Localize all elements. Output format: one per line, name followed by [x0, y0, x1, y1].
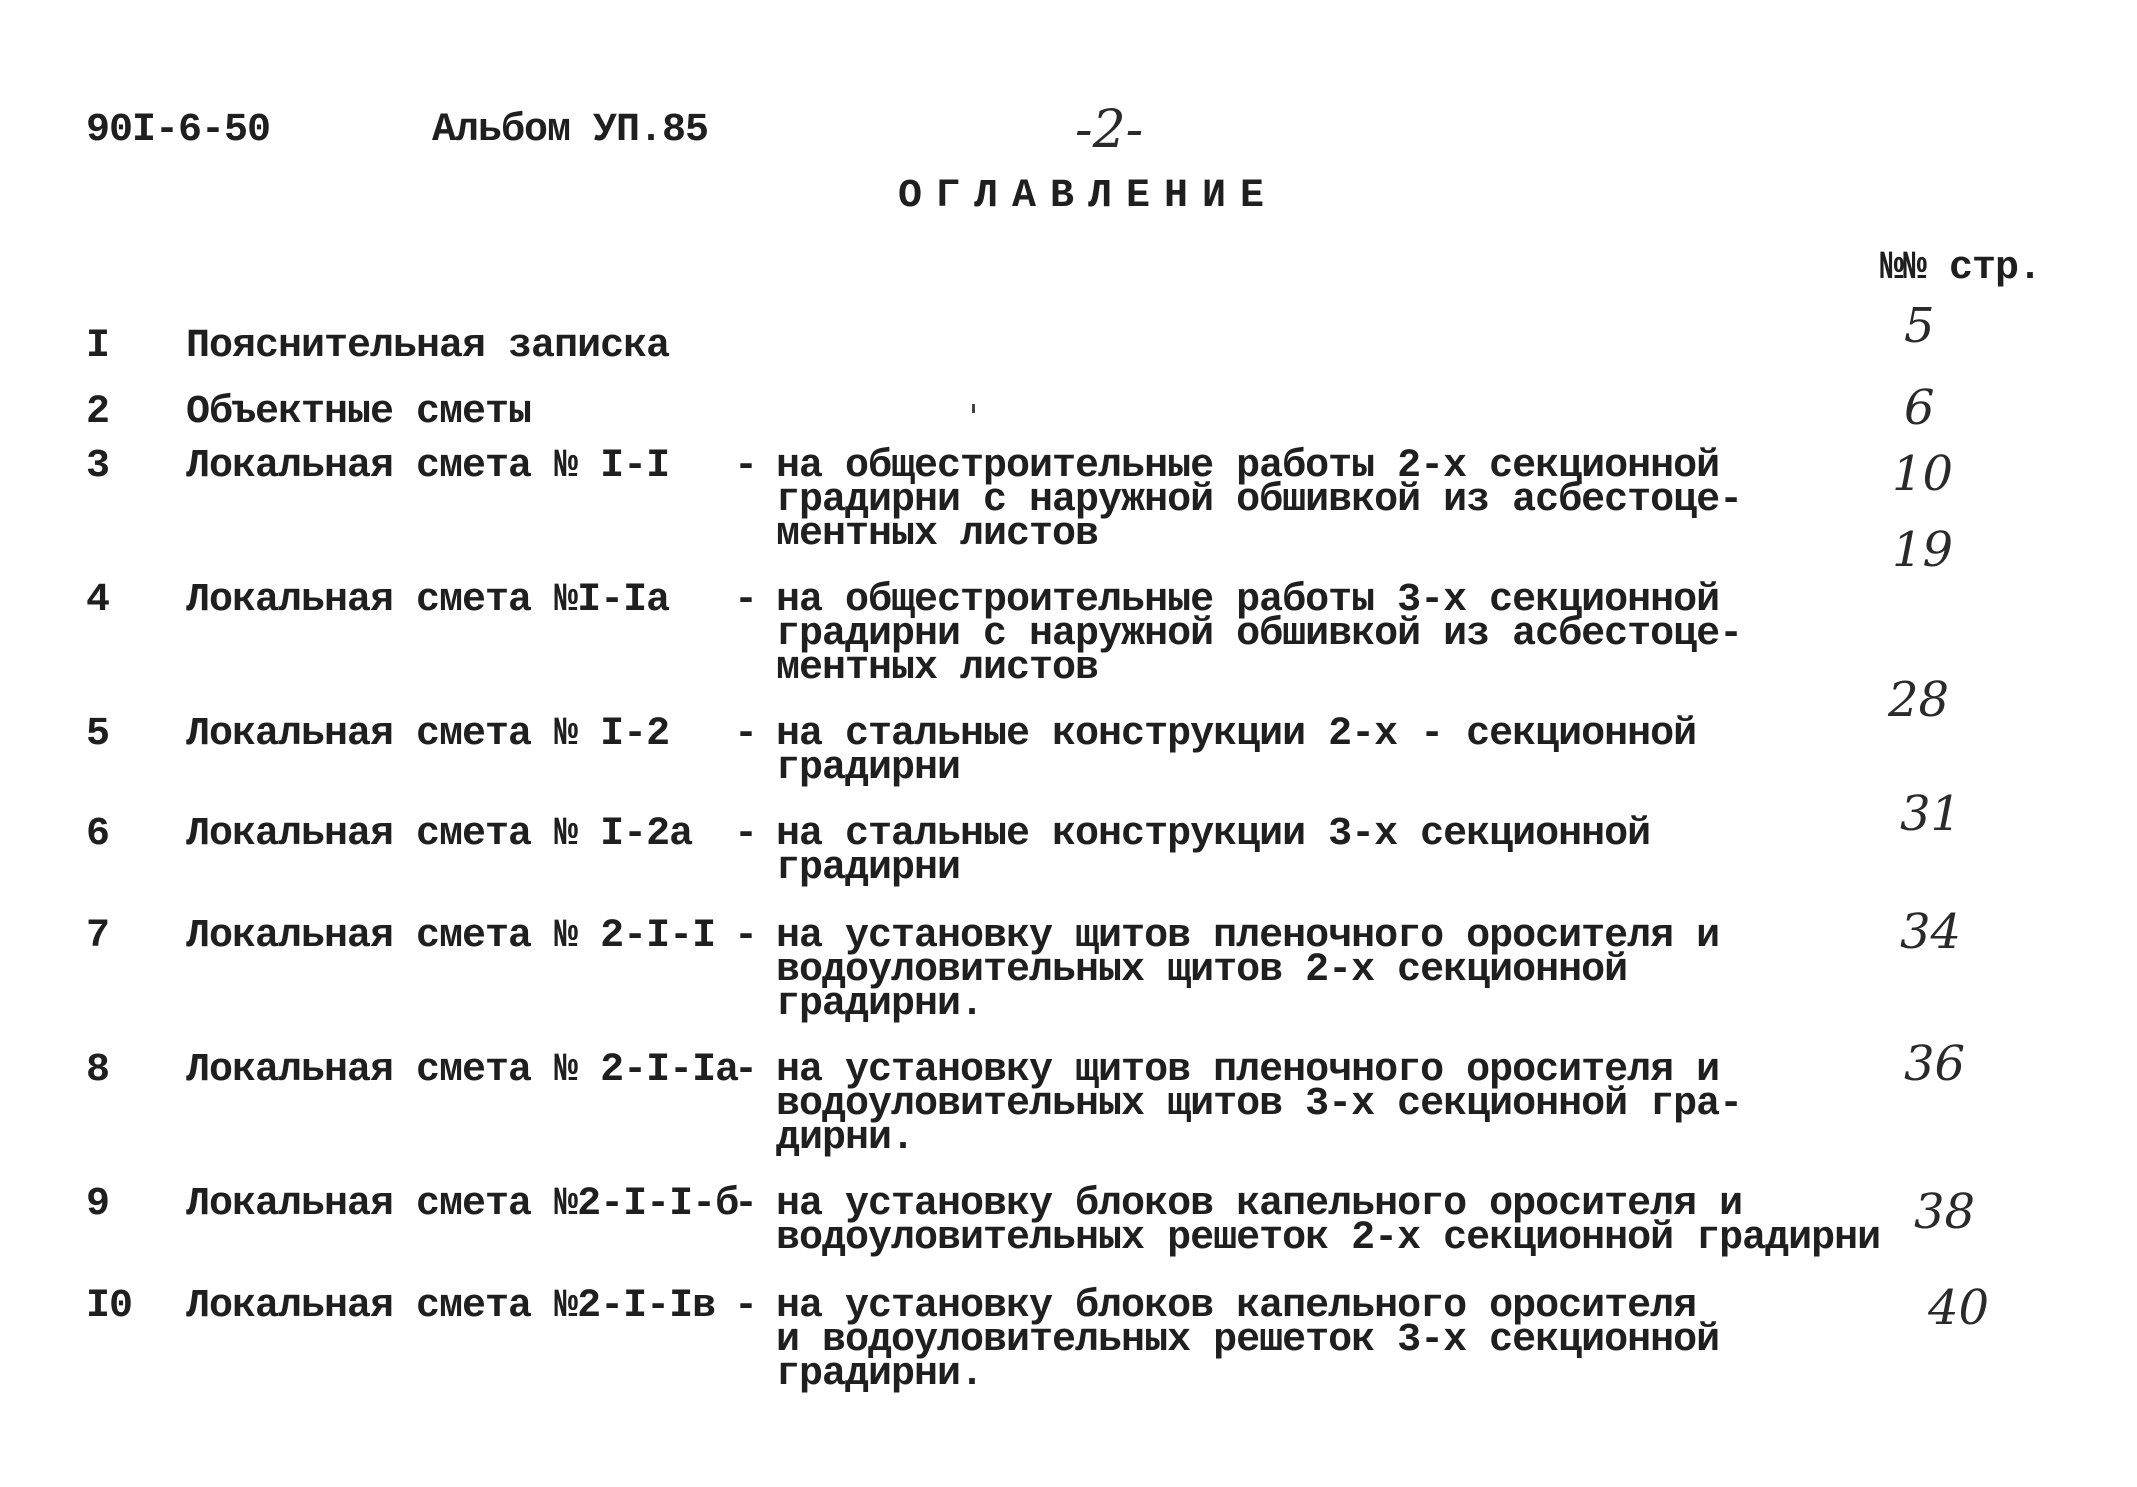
entry-number: 8	[86, 1048, 110, 1093]
document-code: 90I-6-50	[86, 108, 271, 153]
page-column-header: №№ стр.	[1880, 246, 2042, 291]
description-line: на стальные конструкции 2-х - секционной	[776, 712, 1697, 757]
entry-number: 7	[86, 914, 110, 959]
entry-number: 4	[86, 578, 110, 623]
entry-title: Объектные сметы	[186, 390, 532, 435]
entry-page: 36	[1904, 1036, 1966, 1092]
description-line: водоуловительных щитов 2-х секционной	[776, 948, 1628, 993]
entry-dash: -	[734, 1048, 758, 1093]
entry-page: 34	[1900, 904, 1962, 960]
entry-number: 2	[86, 390, 110, 435]
entry-number: 6	[86, 812, 110, 857]
entry-dash: -	[734, 444, 758, 489]
toc-title: ОГЛАВЛЕНИЕ	[898, 174, 1279, 219]
entry-page: 10	[1892, 446, 1954, 502]
entry-dash: -	[734, 914, 758, 959]
entry-title: Локальная смета № I-I	[186, 444, 670, 489]
entry-description	[776, 444, 1743, 557]
entry-description	[776, 578, 1743, 691]
page-number: -2-	[1075, 100, 1144, 160]
entry-title: Локальная смета № I-2а	[186, 812, 693, 857]
description-line: градирни	[776, 846, 961, 891]
description-line: градирни с наружной обшивкой из асбестоце-	[776, 478, 1743, 523]
entry-number: I0	[86, 1284, 133, 1329]
entry-dash: -	[734, 712, 758, 757]
entry-description	[776, 812, 1651, 891]
description-line: ментных листов	[776, 646, 1099, 691]
description-line: на установку блоков капельного оросителя и	[776, 1182, 1743, 1227]
description-line: градирни	[776, 746, 961, 791]
entry-title: Локальная смета №2-I-I-б	[186, 1182, 739, 1227]
description-line: на установку щитов пленочного оросителя и	[776, 914, 1720, 959]
description-line: дирни.	[776, 1116, 915, 1161]
entry-description	[776, 1182, 1881, 1261]
description-line: на установку щитов пленочного оросителя и	[776, 1048, 1720, 1093]
entry-number: I	[86, 324, 110, 369]
entry-title: Локальная смета №2-I-Iв	[186, 1284, 716, 1329]
entry-number: 9	[86, 1182, 110, 1227]
entry-dash: -	[734, 1284, 758, 1329]
entry-title: Локальная смета № 2-I-I	[186, 914, 716, 959]
entry-page: 5	[1904, 298, 1935, 354]
entry-dash: -	[734, 812, 758, 857]
description-line: градирни с наружной обшивкой из асбестоце-	[776, 612, 1743, 657]
description-line: градирни.	[776, 982, 984, 1027]
entry-dash: -	[734, 1182, 758, 1227]
entry-dash: -	[734, 578, 758, 623]
entry-number: 5	[86, 712, 110, 757]
entry-description	[776, 914, 1720, 1027]
entry-page: 31	[1900, 786, 1962, 842]
description-line: водоуловительных решеток 2-х секционной градирни	[776, 1216, 1881, 1261]
description-line: на стальные конструкции 3-х секционной	[776, 812, 1651, 857]
description-line: водоуловительных щитов 3-х секционной гра-	[776, 1082, 1743, 1127]
entry-page: 19	[1892, 522, 1954, 578]
entry-title: Локальная смета №I-Iа	[186, 578, 670, 623]
description-line: на установку блоков капельного оросителя	[776, 1284, 1697, 1329]
entry-page: 40	[1928, 1280, 1990, 1336]
description-line: градирни.	[776, 1352, 984, 1397]
entry-description	[776, 1284, 1720, 1397]
entry-page: 28	[1888, 672, 1950, 728]
entry-title: Локальная смета № 2-I-Iа	[186, 1048, 739, 1093]
entry-description	[776, 1048, 1743, 1161]
entry-number: 3	[86, 444, 110, 489]
album-label: Альбом УП.85	[432, 108, 709, 153]
entry-description	[776, 712, 1697, 791]
scan-speck	[972, 404, 975, 413]
description-line: на общестроительные работы 3-х секционной	[776, 578, 1720, 623]
entry-title: Локальная смета № I-2	[186, 712, 670, 757]
description-line: и водоуловительных решеток 3-х секционной	[776, 1318, 1720, 1363]
description-line: ментных листов	[776, 512, 1099, 557]
description-line: на общестроительные работы 2-х секционной	[776, 444, 1720, 489]
entry-page: 6	[1904, 380, 1935, 436]
entry-page: 38	[1914, 1184, 1976, 1240]
entry-title: Пояснительная записка	[186, 324, 670, 369]
